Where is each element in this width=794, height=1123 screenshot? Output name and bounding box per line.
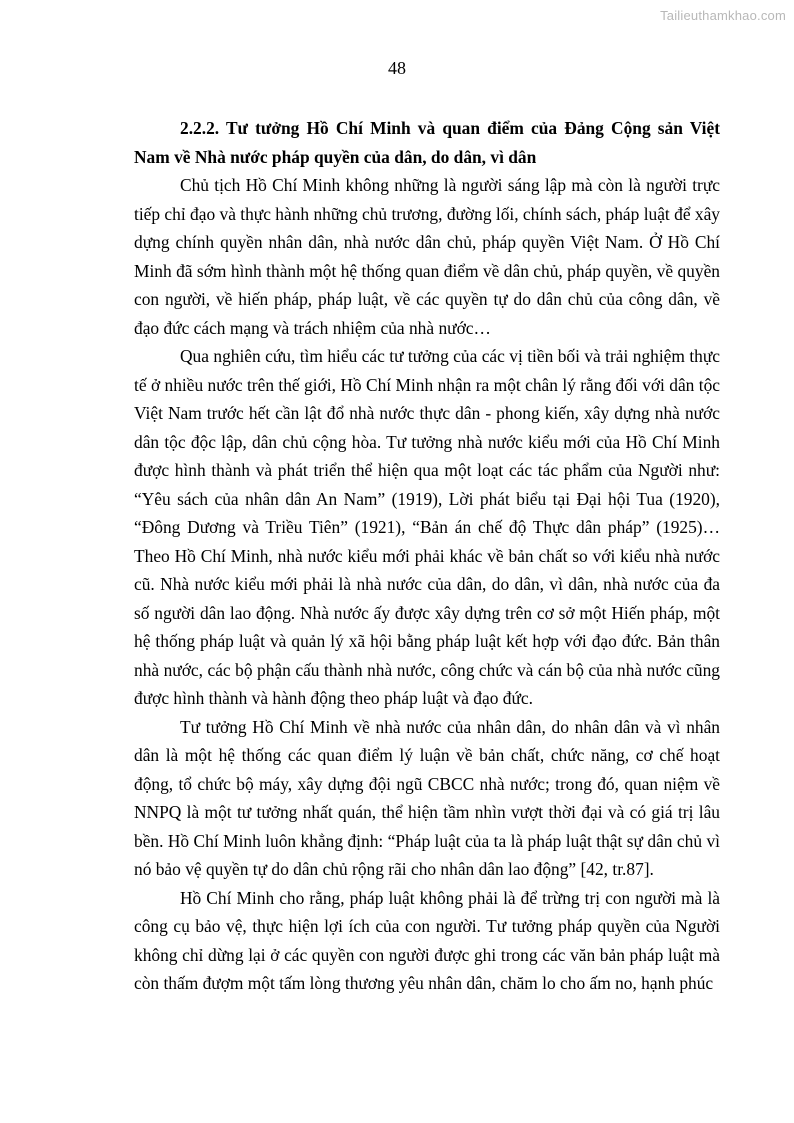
paragraph: Qua nghiên cứu, tìm hiểu các tư tưởng của các vị tiền bối và trải nghiệm thực tế ở nhiều nước trên thế giới, Hồ Chí Minh nhận ra một chân lý rằng đối với dân tộc Việt Nam trước hết cần lật đổ nhà nước thực dân - phong kiến, xây dựng nhà nước dân tộc độc lập, dân chủ cộng hòa. Tư tưởng nhà nước kiểu mới của Hồ Chí Minh được hình thành và phát triển thể hiện qua một loạt các tác phẩm của Người như: “Yêu sách của nhân dân An Nam” (1919), Lời phát biểu tại Đại hội Tua (1920), “Đông Dương và Triều Tiên” (1921), “Bản án chế độ Thực dân pháp” (1925)… Theo Hồ Chí Minh, nhà nước kiểu mới phải khác về bản chất so với kiểu nhà nước cũ. Nhà nước kiểu mới phải là nhà nước của dân, do dân, vì dân, nhà nước của đa số người dân lao động. Nhà nước ấy được xây dựng trên cơ sở một Hiến pháp, một hệ thống pháp luật và quản lý xã hội bằng pháp luật kết hợp với đạo đức. Bản thân nhà nước, các bộ phận cấu thành nhà nước, công chức và cán bộ của nhà nước cũng được hình thành và hành động theo pháp luật và đạo đức. [134,346,720,708]
section-heading: 2.2.2. Tư tưởng Hồ Chí Minh và quan điểm của Đảng Cộng sản Việt Nam về Nhà nước pháp quyền của dân, do dân, vì dân [134,118,720,167]
watermark-text: Tailieuthamkhao.com [660,8,786,23]
paragraph: Hồ Chí Minh cho rằng, pháp luật không phải là để trừng trị con người mà là công cụ bảo vệ, thực hiện lợi ích của con người. Tư tưởng pháp quyền của Người không chỉ dừng lại ở các quyền con người được ghi trong các văn bản pháp luật mà còn thấm đượm một tấm lòng thương yêu nhân dân, chăm lo cho ấm no, hạnh phúc [134,887,720,993]
document-body [134,114,720,998]
paragraph: Tư tưởng Hồ Chí Minh về nhà nước của nhân dân, do nhân dân và vì nhân dân là một hệ thống các quan điểm lý luận về bản chất, chức năng, cơ chế hoạt động, tổ chức bộ máy, xây dựng đội ngũ CBCC nhà nước; trong đó, quan niệm về NNPQ là một tư tưởng nhất quán, thể hiện tầm nhìn vượt thời đại và có giá trị lâu bền. Hồ Chí Minh luôn khẳng định: “Pháp luật của ta là pháp luật thật sự dân chủ vì nó bảo vệ quyền tự do dân chủ rộng rãi cho nhân dân lao động” [42, tr.87]. [134,716,720,879]
paragraph: Chủ tịch Hồ Chí Minh không những là người sáng lập mà còn là người trực tiếp chỉ đạo và thực hành những chủ trương, đường lối, chính sách, pháp luật để xây dựng chính quyền nhân dân, nhà nước dân chủ, pháp quyền Việt Nam. Ở Hồ Chí Minh đã sớm hình thành một hệ thống quan điểm về dân chủ, pháp quyền, về quyền con người, về hiến pháp, pháp luật, về các quyền tự do dân chủ của công dân, về đạo đức cách mạng và trách nhiệm của nhà nước… [134,175,720,338]
page-number: 48 [388,58,406,78]
